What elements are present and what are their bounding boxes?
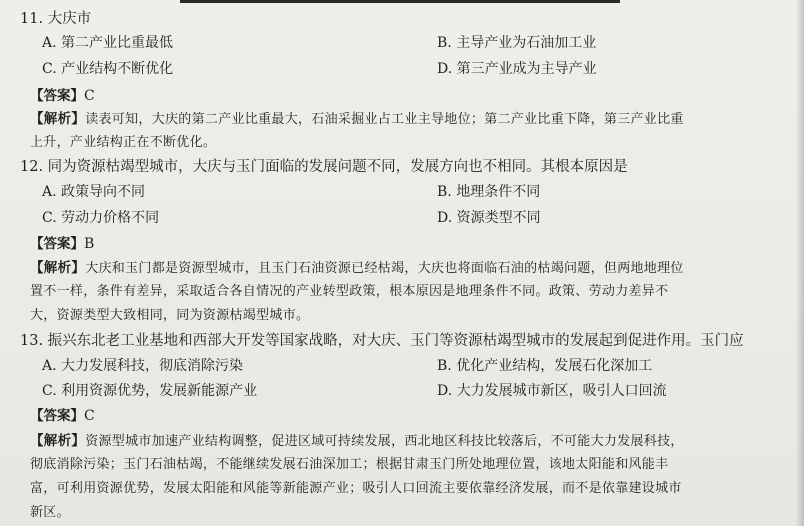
page-edge-shadow <box>796 0 804 526</box>
q11-explain-line-2: 上升，产业结构正在不断优化。 <box>30 135 217 150</box>
q13-answer-value: C <box>84 408 95 424</box>
q13-explain-line-3: 富，可利用资源优势，发展太阳能和风能等新能源产业；吸引人口回流主要依靠经济发展，而不是依靠建设城市 <box>30 481 682 496</box>
q12-explain-line-3: 大，资源类型大致相同，同为资源枯竭型城市。 <box>30 308 310 323</box>
q12-option-a: A. 政策导向不同 <box>42 184 146 200</box>
q13-explain-label: 【解析】 <box>30 433 86 449</box>
q12-explain-line-1: 【解析】大庆和玉门都是资源型城市，且玉门石油资源已经枯竭，大庆也将面临石油的枯竭问题，但两地地理位 <box>30 260 684 276</box>
q13-option-a: A. 大力发展科技，彻底消除污染 <box>42 358 244 374</box>
q13-option-c: C. 利用资源优势，发展新能源产业 <box>42 383 258 399</box>
q11-explain-line-1: 【解析】读表可知，大庆的第二产业比重最大，石油采掘业占工业主导地位；第二产业比重下降，第三产业比重 <box>30 111 684 127</box>
q11-stem: 11. 大庆市 <box>20 11 92 27</box>
q11-option-b: B. 主导产业为石油加工业 <box>437 35 597 51</box>
q13-explain-line-4: 新区。 <box>30 505 70 520</box>
q13-explain-line-2: 彻底消除污染；玉门石油枯竭，不能继续发展石油深加工；根据甘肃玉门所处地理位置，该地太阳能和风能丰 <box>30 457 669 472</box>
q12-explain-label: 【解析】 <box>30 260 86 276</box>
q12-option-c: C. 劳动力价格不同 <box>42 210 160 226</box>
q12-answer <box>30 234 94 254</box>
q12-explain-line-2: 置不一样，条件有差异，采取适合各自情况的产业转型政策，根本原因是地理条件不同。政策、劳动力差异不 <box>30 284 669 299</box>
top-rule <box>180 0 620 3</box>
q11-explain-label: 【解析】 <box>30 111 86 127</box>
q11-answer <box>30 86 95 106</box>
q11-option-c: C. 产业结构不断优化 <box>42 61 174 77</box>
q11-answer-value: C <box>84 88 95 104</box>
q12-answer-label: 【答案】 <box>30 236 84 252</box>
q12-stem: 12. 同为资源枯竭型城市，大庆与玉门面临的发展问题不同，发展方向也不相同。其根本原因是 <box>20 159 628 175</box>
q12-option-b: B. 地理条件不同 <box>437 184 541 200</box>
q12-option-d: D. 资源类型不同 <box>437 210 541 226</box>
q13-answer-label: 【答案】 <box>30 408 84 424</box>
q13-option-d: D. 大力发展城市新区，吸引人口回流 <box>437 383 667 399</box>
q11-option-a: A. 第二产业比重最低 <box>42 35 174 51</box>
q13-explain-line-1: 【解析】资源型城市加速产业结构调整，促进区域可持续发展，西北地区科技比较落后，不可能大力发展科技， <box>30 433 684 449</box>
q12-answer-value: B <box>84 236 95 252</box>
q11-option-d: D. 第三产业成为主导产业 <box>437 61 597 77</box>
q13-option-b: B. 优化产业结构，发展石化深加工 <box>437 358 653 374</box>
q13-stem: 13. 振兴东北老工业基地和西部大开发等国家战略，对大庆、玉门等资源枯竭型城市的发展起到促进作用。玉门应 <box>20 333 744 349</box>
q13-answer <box>30 406 95 426</box>
q11-answer-label: 【答案】 <box>30 88 84 104</box>
